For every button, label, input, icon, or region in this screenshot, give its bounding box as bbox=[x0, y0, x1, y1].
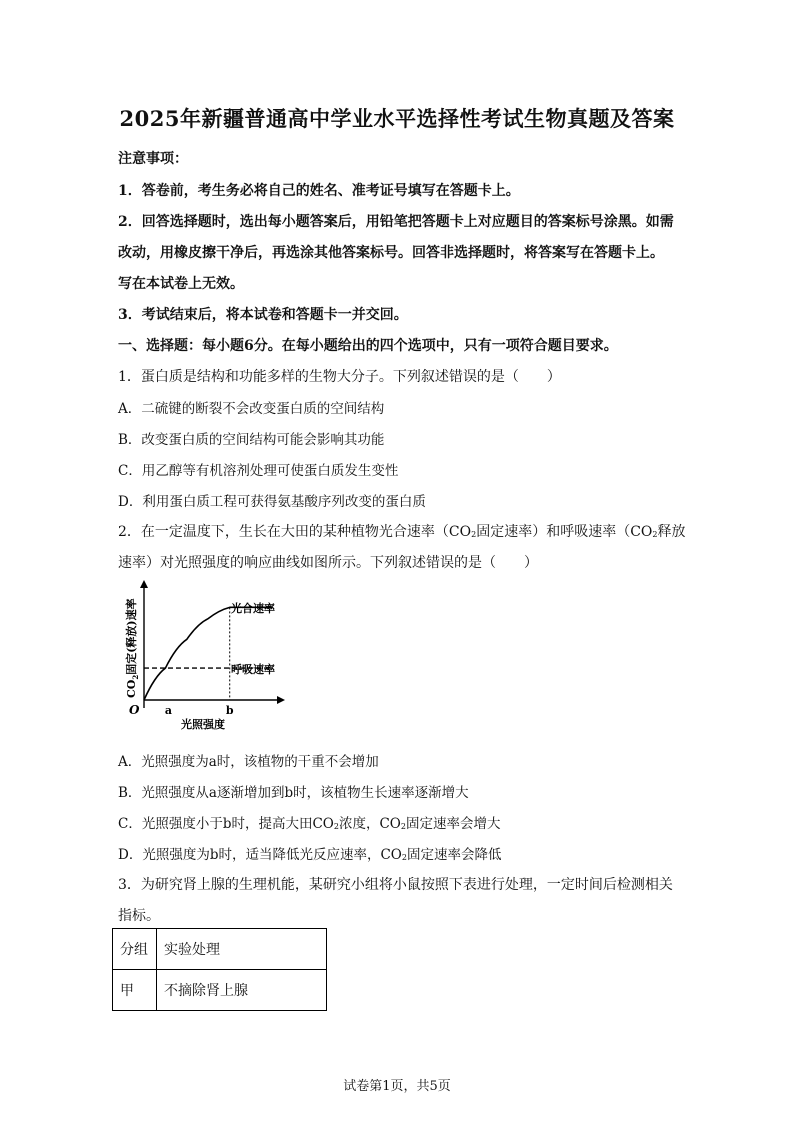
y-axis-label: $CO_2$固定(释放)速率 bbox=[125, 598, 140, 698]
q1-option-d: D．利用蛋白质工程可获得氨基酸序列改变的蛋白质 bbox=[118, 494, 426, 510]
q3-stem-line-1: 3．为研究肾上腺的生理机能，某研究小组将小鼠按照下表进行处理，一定时间后检测相关 bbox=[118, 877, 673, 893]
notice-item-1: 1．答卷前，考生务必将自己的姓名、准考证号填写在答题卡上。 bbox=[118, 183, 520, 199]
q2-chart bbox=[116, 580, 286, 735]
y-axis-arrow bbox=[140, 580, 148, 588]
x-tick-label-b: b bbox=[225, 704, 234, 717]
table-cell-treatment: 不摘除肾上腺 bbox=[157, 970, 327, 1011]
x-axis-label: 光照强度 bbox=[181, 718, 225, 731]
table-cell-group: 甲 bbox=[113, 970, 157, 1011]
q2-option-c: C．光照强度小于b时，提高大田CO2浓度，CO2固定速率会增大 bbox=[118, 816, 501, 832]
q2-stem-line-2: 速率）对光照强度的响应曲线如图所示。下列叙述错误的是（ ） bbox=[118, 555, 538, 571]
table-header-group: 分组 bbox=[113, 929, 157, 970]
notice-item-2-line-1: 2．回答选择题时，选出每小题答案后，用铅笔把答题卡上对应题目的答案标号涂黑。如需 bbox=[118, 214, 674, 230]
q2-option-b: B．光照强度从a逐渐增加到b时，该植物生长速率逐渐增大 bbox=[118, 785, 469, 801]
q3-stem-line-2: 指标。 bbox=[118, 908, 160, 924]
q2-option-a: A．光照强度为a时，该植物的干重不会增加 bbox=[118, 754, 379, 770]
page-footer: 试卷第1页，共5页 bbox=[343, 1079, 451, 1094]
photosynthesis-series-label: 光合速率 bbox=[231, 602, 275, 615]
q1-option-a: A．二硫键的断裂不会改变蛋白质的空间结构 bbox=[118, 401, 385, 417]
notice-item-3: 3．考试结束后，将本试卷和答题卡一并交回。 bbox=[118, 307, 408, 323]
notice-item-2-line-2: 改动，用橡皮擦干净后，再选涂其他答案标号。回答非选择题时，将答案写在答题卡上。 bbox=[118, 245, 664, 261]
section-1-heading: 一、选择题：每小题6分。在每小题给出的四个选项中，只有一项符合题目要求。 bbox=[118, 338, 618, 354]
respiration-series-label: 呼吸速率 bbox=[231, 663, 275, 676]
page-title: 2025年新疆普通高中学业水平选择性考试生物真题及答案 bbox=[119, 106, 675, 131]
table-row bbox=[113, 970, 327, 1011]
q1-option-c: C．用乙醇等有机溶剂处理可使蛋白质发生变性 bbox=[118, 463, 399, 479]
x-tick-label-a: a bbox=[164, 704, 172, 717]
q2-option-d: D．光照强度为b时，适当降低光反应速率，CO2固定速率会降低 bbox=[118, 847, 502, 863]
photosynthesis-curve bbox=[144, 607, 273, 700]
table-header-row bbox=[113, 929, 327, 970]
q3-table bbox=[112, 928, 327, 1011]
notice-heading: 注意事项： bbox=[118, 151, 188, 167]
x-axis-arrow bbox=[277, 696, 285, 704]
notice-item-2-line-3: 写在本试卷上无效。 bbox=[118, 276, 244, 292]
q2-stem-line-1: 2．在一定温度下，生长在大田的某种植物光合速率（CO2固定速率）和呼吸速率（CO2释放 bbox=[118, 524, 686, 540]
q1-option-b: B．改变蛋白质的空间结构可能会影响其功能 bbox=[118, 432, 385, 448]
origin-label: O bbox=[129, 703, 140, 717]
table-header-treatment: 实验处理 bbox=[157, 929, 327, 970]
q1-stem: 1．蛋白质是结构和功能多样的生物大分子。下列叙述错误的是（ ） bbox=[118, 369, 561, 385]
